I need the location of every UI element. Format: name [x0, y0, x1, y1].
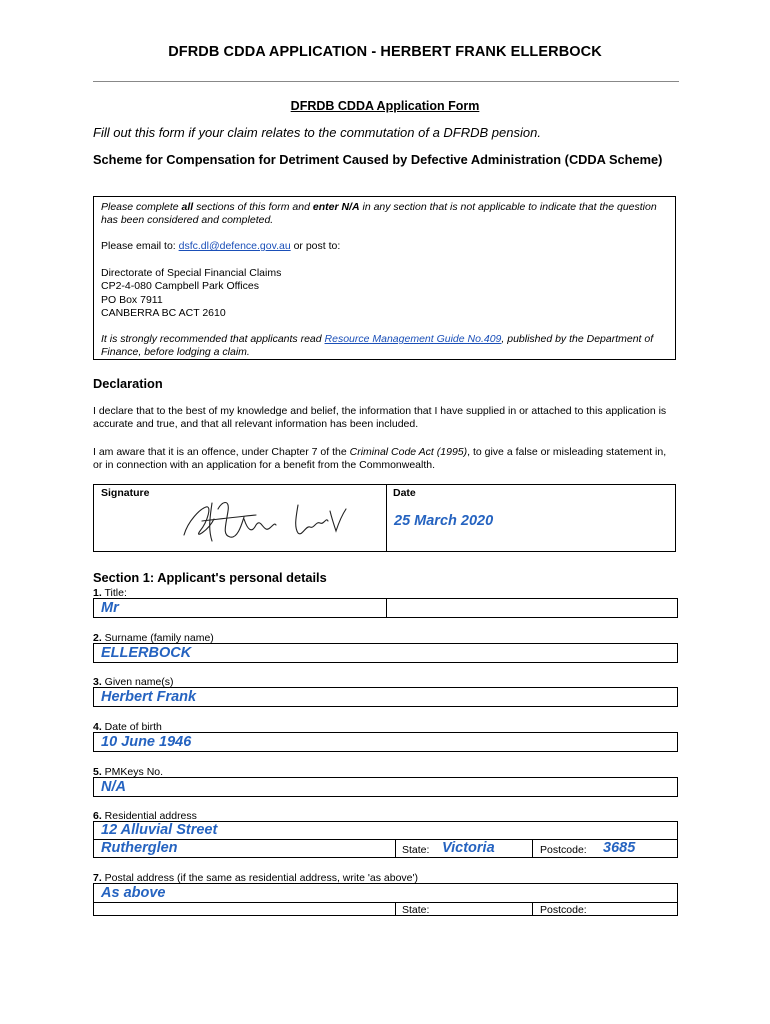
date-label: Date [393, 487, 416, 499]
date-value[interactable]: 25 March 2020 [394, 513, 494, 529]
residential-address-label: 6. Residential address [93, 810, 197, 822]
given-names-field [93, 687, 678, 707]
dob-value[interactable]: 10 June 1946 [101, 734, 192, 750]
email-line: Please email to: dsfc.dl@defence.gov.au or post to: [101, 240, 341, 252]
recommendation-text: It is strongly recommended that applicants read Resource Management Guide No.409, published by the Department of Finance, before lodging a claim. [101, 333, 654, 359]
postcode-label: Postcode: [540, 844, 587, 856]
surname-field [93, 643, 678, 663]
pmkeys-value[interactable]: N/A [101, 779, 126, 795]
postal-address-value[interactable]: As above [101, 885, 166, 901]
state-label: State: [402, 844, 430, 856]
given-names-value[interactable]: Herbert Frank [101, 689, 197, 705]
pmkeys-field [93, 777, 678, 797]
postal-postcode-label: Postcode: [540, 904, 587, 916]
scheme-title: Scheme for Compensation for Detriment Caused by Defective Administration (CDDA Scheme) [93, 152, 663, 167]
street-value[interactable]: 12 Alluvial Street [101, 822, 218, 838]
title-field [93, 598, 678, 618]
title-label: 1. Title: [93, 587, 127, 599]
postal-address: Directorate of Special Financial Claims CP2-4-080 Campbell Park Offices PO Box 7911 CANBERRA BC ACT 2610 [101, 267, 282, 319]
form-title: DFRDB CDDA Application Form [290, 99, 480, 113]
document-title: DFRDB CDDA APPLICATION - HERBERT FRANK ELLERBOCK [168, 44, 602, 60]
postcode-value[interactable]: 3685 [603, 840, 636, 856]
header-rule [93, 81, 679, 82]
surname-label: 2. Surname (family name) [93, 632, 214, 644]
instructions-box [93, 196, 676, 360]
dob-label: 4. Date of birth [93, 721, 162, 733]
intro-text: Fill out this form if your claim relates to the commutation of a DFRDB pension. [93, 125, 541, 140]
declaration-para-1: I declare that to the best of my knowledge and belief, the information that I have supplied in or attached to this application is accurate and true, and that all relevant information has been included. [93, 405, 667, 431]
rmg-link[interactable]: Resource Management Guide No.409 [324, 333, 502, 345]
suburb-value[interactable]: Rutherglen [101, 840, 178, 856]
postal-address-label: 7. Postal address (if the same as residential address, write 'as above') [93, 872, 419, 884]
signature-label: Signature [101, 487, 150, 499]
signature-date-table [93, 484, 676, 552]
instructions-text: Please complete all sections of this form and enter N/A in any section that is not applicable to indicate that the question has been considered and completed. [101, 201, 657, 227]
state-value[interactable]: Victoria [442, 840, 495, 856]
section-1-heading: Section 1: Applicant's personal details [93, 570, 327, 585]
residential-address-field [93, 821, 678, 858]
postal-address-field [93, 883, 678, 916]
email-link[interactable]: dsfc.dl@defence.gov.au [178, 240, 291, 252]
postal-state-label: State: [402, 904, 430, 916]
pmkeys-label: 5. PMKeys No. [93, 766, 164, 778]
declaration-para-2: I am aware that it is an offence, under Chapter 7 of the Criminal Code Act (1995), to give a false or misleading statement in, or in connection with an application for a benefit from the Commonwealth. [93, 446, 667, 472]
given-names-label: 3. Given name(s) [93, 676, 174, 688]
title-value[interactable]: Mr [101, 600, 119, 616]
declaration-heading: Declaration [93, 376, 163, 391]
surname-value[interactable]: ELLERBOCK [101, 645, 192, 661]
dob-field [93, 732, 678, 752]
signature-image [178, 491, 358, 549]
